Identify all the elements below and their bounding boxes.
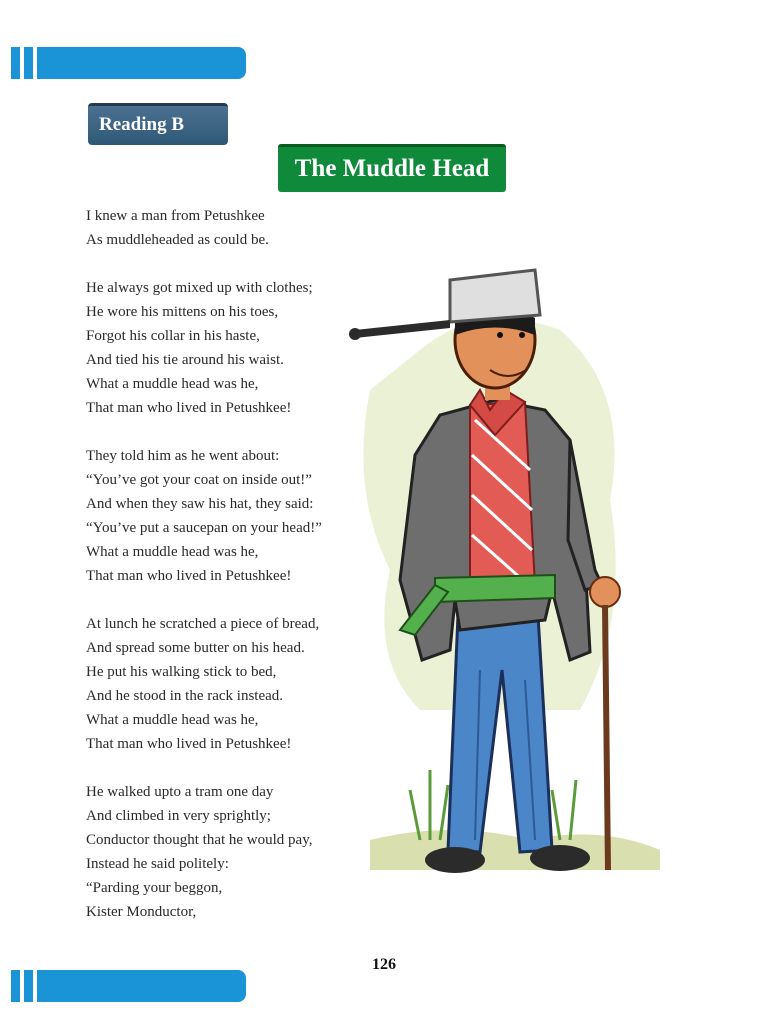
poem-line: I knew a man from Petushkee <box>86 208 265 224</box>
poem-line: What a muddle head was he, <box>86 544 259 560</box>
page-number: 126 <box>372 956 396 973</box>
poem-line: And when they saw his hat, they said: <box>86 496 314 512</box>
poem-line: He wore his mittens on his toes, <box>86 304 279 320</box>
top-decorative-bar <box>0 47 246 79</box>
bottom-decorative-bar <box>0 970 246 1002</box>
muddle-head-man-illustration <box>330 240 670 900</box>
stanza-2 <box>86 276 356 420</box>
poem-line: That man who lived in Petushkee! <box>86 400 292 416</box>
poem-line: Instead he said politely: <box>86 856 229 872</box>
stanza-5 <box>86 780 356 924</box>
poem-line: He put his walking stick to bed, <box>86 664 277 680</box>
poem-line: And climbed in very sprightly; <box>86 808 271 824</box>
poem-text <box>86 204 356 948</box>
poem-line: “You’ve got your coat on inside out!” <box>86 472 312 488</box>
poem-line: And spread some butter on his head. <box>86 640 305 656</box>
poem-line: That man who lived in Petushkee! <box>86 736 292 752</box>
poem-line: Forgot his collar in his haste, <box>86 328 260 344</box>
stanza-4 <box>86 612 356 756</box>
poem-line: At lunch he scratched a piece of bread, <box>86 616 320 632</box>
poem-line: He walked upto a tram one day <box>86 784 274 800</box>
poem-line: Conductor thought that he would pay, <box>86 832 313 848</box>
poem-line: “You’ve put a saucepan on your head!” <box>86 520 322 536</box>
poem-line: He always got mixed up with clothes; <box>86 280 313 296</box>
poem-title: The Muddle Head <box>278 144 506 192</box>
poem-line: What a muddle head was he, <box>86 376 259 392</box>
poem-line: “Parding your beggon, <box>86 880 223 896</box>
section-label: Reading B <box>88 103 228 145</box>
poem-line: That man who lived in Petushkee! <box>86 568 292 584</box>
poem-line: As muddleheaded as could be. <box>86 232 269 248</box>
stanza-1 <box>86 204 356 252</box>
poem-line: They told him as he went about: <box>86 448 280 464</box>
poem-line: And tied his tie around his waist. <box>86 352 284 368</box>
poem-line: What a muddle head was he, <box>86 712 259 728</box>
poem-line: And he stood in the rack instead. <box>86 688 284 704</box>
stanza-3 <box>86 444 356 588</box>
poem-line: Kister Monductor, <box>86 904 197 920</box>
